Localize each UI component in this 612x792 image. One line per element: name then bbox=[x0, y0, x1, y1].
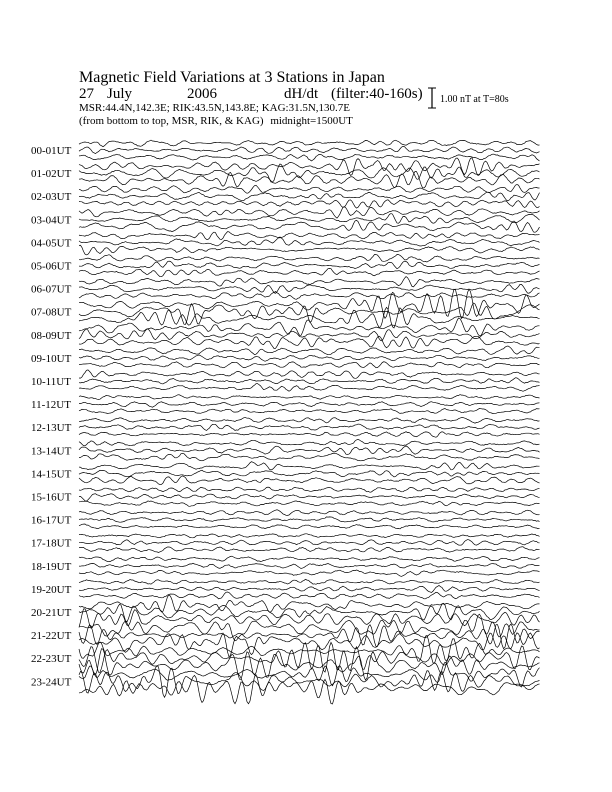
trace-rik bbox=[79, 424, 540, 430]
trace-kag bbox=[79, 255, 540, 263]
trace-kag bbox=[79, 462, 540, 470]
trace-msr bbox=[79, 408, 540, 413]
trace-rik bbox=[79, 329, 540, 341]
trace-msr bbox=[79, 154, 540, 161]
filter-label: (filter:40-160s) bbox=[331, 86, 423, 102]
trace-msr bbox=[79, 453, 540, 461]
trace-kag bbox=[79, 346, 540, 355]
trace-msr bbox=[79, 524, 540, 529]
hour-label: 12-13UT bbox=[31, 422, 72, 435]
hour-label: 20-21UT bbox=[31, 607, 72, 619]
trace-rik bbox=[79, 517, 540, 522]
trace-msr bbox=[79, 220, 540, 232]
trace-kag bbox=[79, 510, 540, 516]
chart-title: Magnetic Field Variations at 3 Stations in Japan bbox=[79, 69, 385, 86]
hour-label: 14-15UT bbox=[31, 468, 72, 481]
trace-kag bbox=[79, 595, 540, 612]
stations-line: MSR:44.4N,142.3E; RIK:43.5N,143.8E; KAG:31.5N,130.7E bbox=[79, 102, 351, 114]
trace-msr bbox=[79, 633, 540, 657]
hour-label: 02-03UT bbox=[31, 191, 72, 204]
trace-msr bbox=[79, 432, 540, 438]
date-day: 27 bbox=[79, 86, 94, 102]
trace-rik bbox=[79, 470, 540, 477]
trace-msr bbox=[79, 200, 540, 208]
date-month: July bbox=[107, 86, 133, 102]
trace-rik bbox=[79, 146, 540, 153]
trace-rik bbox=[79, 585, 540, 592]
trace-msr bbox=[79, 547, 540, 553]
trace-msr bbox=[79, 384, 540, 392]
trace-rik bbox=[79, 494, 540, 501]
hour-label: 11-12UT bbox=[31, 399, 71, 412]
hour-label: 13-14UT bbox=[31, 445, 72, 458]
hour-label: 17-18UT bbox=[31, 537, 72, 550]
trace-kag bbox=[79, 439, 540, 445]
trace-msr bbox=[79, 336, 540, 348]
trace-rik bbox=[79, 164, 540, 182]
quantity-label: dH/dt bbox=[284, 86, 319, 102]
trace-kag bbox=[79, 418, 540, 424]
trace-rik bbox=[79, 563, 540, 568]
trace-kag bbox=[79, 614, 540, 640]
trace-msr bbox=[79, 362, 540, 368]
trace-rik bbox=[79, 540, 540, 546]
hour-label: 06-07UT bbox=[31, 283, 72, 296]
trace-msr bbox=[79, 172, 540, 188]
trace-rik bbox=[79, 446, 540, 454]
trace-msr bbox=[79, 675, 540, 704]
trace-msr bbox=[79, 570, 540, 576]
trace-rik bbox=[79, 624, 540, 649]
hour-label: 15-16UT bbox=[31, 491, 72, 504]
hour-label: 00-01UT bbox=[31, 145, 72, 157]
trace-rik bbox=[79, 355, 540, 361]
hour-label: 23-24UT bbox=[31, 676, 72, 689]
trace-rik bbox=[79, 192, 540, 201]
midnight-note: midnight=1500UT bbox=[270, 115, 353, 127]
trace-rik bbox=[79, 642, 540, 672]
trace-msr bbox=[79, 501, 540, 506]
hour-label: 07-08UT bbox=[31, 306, 72, 319]
hour-label: 21-22UT bbox=[31, 630, 72, 643]
hour-label: 04-05UT bbox=[31, 237, 72, 250]
trace-kag bbox=[79, 207, 540, 219]
scale-label: 1.00 nT at T=80s bbox=[440, 94, 509, 105]
trace-kag bbox=[79, 370, 540, 378]
hour-label: 22-23UT bbox=[31, 653, 72, 666]
trace-msr bbox=[79, 268, 540, 276]
trace-kag bbox=[79, 140, 540, 147]
date-year: 2006 bbox=[187, 86, 217, 102]
trace-rik bbox=[79, 261, 540, 269]
trace-kag bbox=[79, 289, 540, 319]
hour-label: 19-20UT bbox=[31, 583, 72, 596]
hour-label: 08-09UT bbox=[31, 329, 72, 342]
trace-kag bbox=[79, 185, 540, 194]
hour-label: 10-11UT bbox=[31, 376, 71, 388]
hour-label: 03-04UT bbox=[31, 214, 72, 227]
trace-kag bbox=[79, 395, 540, 400]
hour-label: 01-02UT bbox=[31, 168, 72, 181]
trace-kag bbox=[79, 232, 540, 240]
trace-kag bbox=[79, 579, 540, 584]
trace-rik bbox=[79, 402, 540, 408]
trace-msr bbox=[79, 245, 540, 255]
trace-msr bbox=[79, 592, 540, 599]
hour-label: 16-17UT bbox=[31, 514, 72, 527]
trace-rik bbox=[79, 378, 540, 384]
trace-msr bbox=[79, 476, 540, 485]
trace-kag bbox=[79, 556, 540, 561]
trace-kag bbox=[79, 158, 540, 176]
hour-label: 18-19UT bbox=[31, 560, 72, 573]
trace-kag bbox=[79, 487, 540, 492]
trace-kag bbox=[79, 534, 540, 538]
order-note: (from bottom to top, MSR, RIK, & KAG) bbox=[79, 115, 264, 127]
hour-label: 09-10UT bbox=[31, 352, 72, 365]
hour-label: 05-06UT bbox=[31, 260, 72, 273]
trace-rik bbox=[79, 237, 540, 246]
